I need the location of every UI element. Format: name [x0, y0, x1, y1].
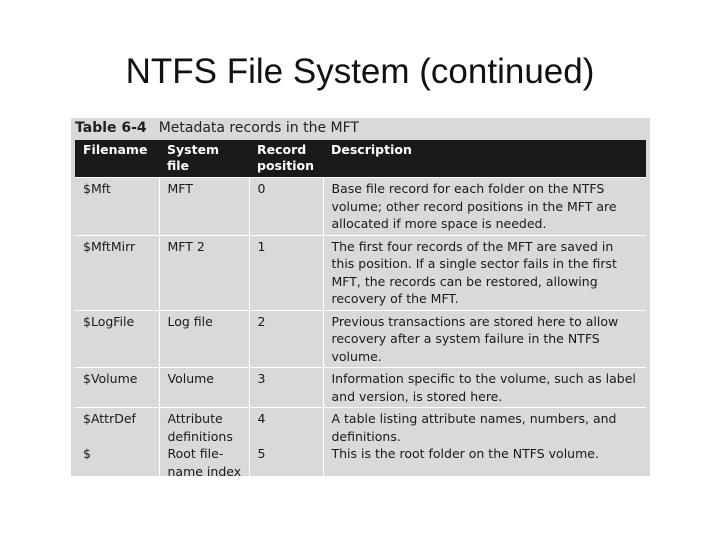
header-filename: Filename — [75, 140, 159, 178]
cell-description: Base file record for each folder on the NTFS volume; other record positions in the MFT are allocated if more space is needed. — [323, 178, 646, 236]
cell-filename — [75, 408, 159, 483]
table-row — [75, 368, 646, 408]
cell-filename: $LogFile — [75, 310, 159, 368]
header-record-position: Record position — [249, 140, 323, 178]
filename-root: $ — [83, 446, 91, 461]
description-root: This is the root folder on the NTFS volume. — [331, 446, 599, 461]
cell-description: The first four records of the MFT are saved in this position. If a single sector fails in the first MFT, the records can be restored, allowing recovery of the MFT. — [323, 235, 646, 310]
header-system-file: System file — [159, 140, 249, 178]
filename-attrdef: $AttrDef — [83, 411, 136, 426]
table-caption-number: Table 6-4 — [75, 120, 147, 136]
system-file-attrdef: Attribute definitions — [167, 411, 233, 444]
description-attrdef: A table listing attribute names, numbers, and definitions. — [331, 411, 617, 444]
cell-description — [323, 408, 646, 483]
cell-system-file: MFT — [159, 178, 249, 236]
system-file-root: Root file-name index — [167, 446, 242, 479]
table-row — [75, 178, 646, 236]
record-position-root: 5 — [257, 446, 266, 461]
table-row — [75, 235, 646, 310]
cell-system-file: Log file — [159, 310, 249, 368]
cell-record-position: 2 — [249, 310, 323, 368]
cell-record-position: 0 — [249, 178, 323, 236]
cell-filename: $Volume — [75, 368, 159, 408]
cell-system-file — [159, 408, 249, 483]
table-row — [75, 310, 646, 368]
cell-record-position: 3 — [249, 368, 323, 408]
cell-record-position: 1 — [249, 235, 323, 310]
mft-metadata-table — [75, 140, 646, 482]
cell-system-file: MFT 2 — [159, 235, 249, 310]
cell-filename: $Mft — [75, 178, 159, 236]
table-caption-text: Metadata records in the MFT — [158, 120, 359, 136]
table-caption — [75, 120, 359, 136]
table-row — [75, 408, 646, 483]
cell-record-position — [249, 408, 323, 483]
cell-system-file: Volume — [159, 368, 249, 408]
table-header-row — [75, 140, 646, 178]
cell-description: Previous transactions are stored here to allow recovery after a system failure in the NTFS volume. — [323, 310, 646, 368]
header-description: Description — [323, 140, 646, 178]
table-figure — [71, 118, 650, 479]
cell-filename: $MftMirr — [75, 235, 159, 310]
record-position-attrdef: 4 — [257, 411, 266, 426]
cell-description: Information specific to the volume, such as label and version, is stored here. — [323, 368, 646, 408]
slide-title: NTFS File System (continued) — [125, 52, 595, 91]
